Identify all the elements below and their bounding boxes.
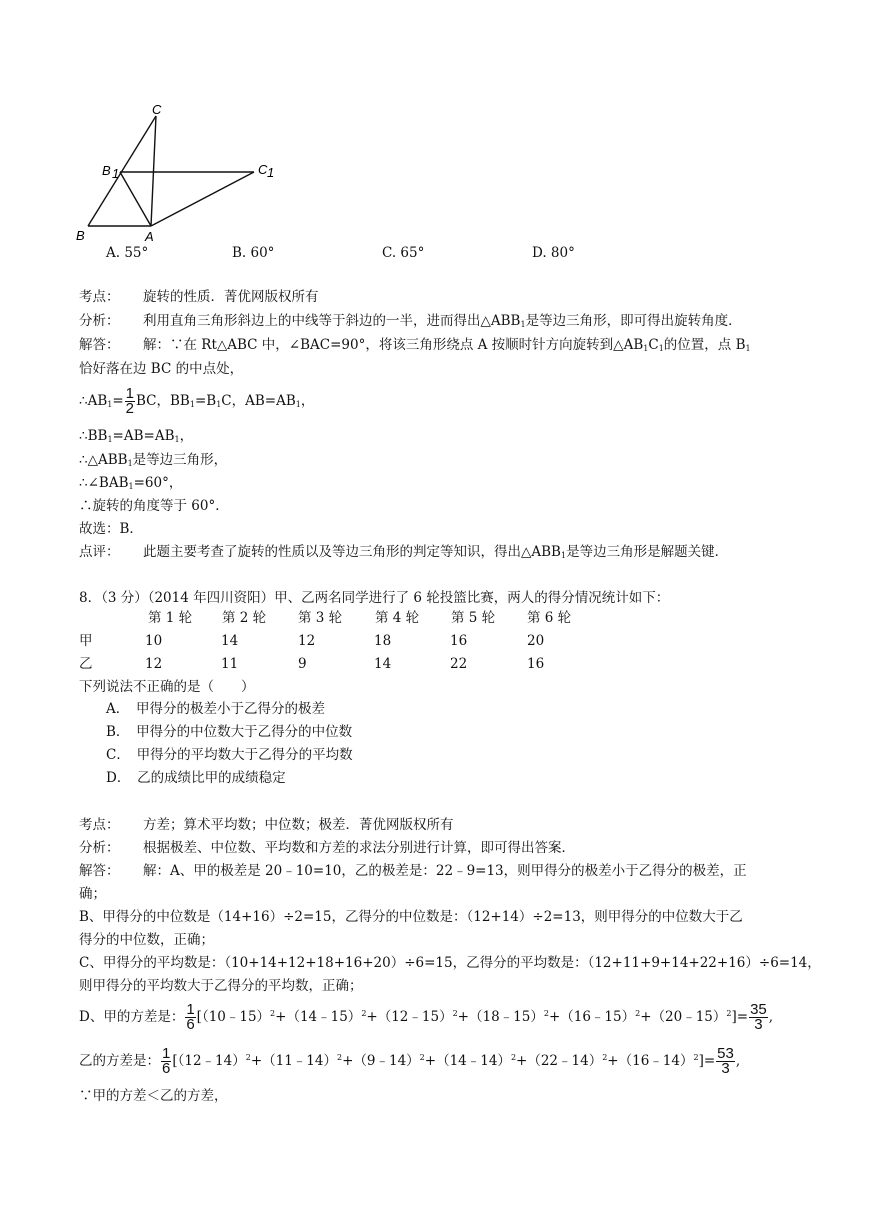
q8-c-line-1: C、甲得分的平均数是：（10+14+12+18+16+20）÷6=15，乙得分的平均数是：（12+11+9+14+22+16）÷6=14， [79,955,821,971]
table-header-2: 第 2 轮 [222,610,267,626]
fraction-one-half: $\frac{1}{2}$ [125,385,135,417]
label-B: B [76,228,85,243]
choice-b: B． 甲得分的中位数大于乙得分的中位数 [106,724,353,740]
solution-line-6: 故选：B． [79,521,143,537]
choice-a: A． 甲得分的极差小于乙得分的极差 [106,701,325,717]
table-cell: 20 [527,633,545,649]
table-header-6: 第 6 轮 [527,610,572,626]
jieda-line-2: 恰好落在边 BC 的中点处， [79,361,244,377]
solution-line-2: $\therefore BB_1=AB=AB_1$， [79,428,194,444]
variance-yi-line: 乙的方差是： $\frac{1}{6}$ [（12﹣14）$^2$+（11﹣14）$^2$+（9﹣14）$^2$+（14﹣14）$^2$+（22﹣14）$^2$+（16﹣14）$^2$]= $\frac{53}{3}$ , [79,1045,741,1077]
q8-kaodian-text: 方差；算术平均数；中位数；极差．菁优网版权所有 [143,817,454,833]
table-cell: 11 [221,656,239,672]
label-B1: B [102,163,111,178]
q8-b-line-2: 得分的中位数，正确； [79,932,214,948]
kaodian-label: 考点： [79,289,120,305]
table-cell: 22 [450,656,468,672]
solution-line-4: $\therefore\angle BAB_1=60^\circ$， [79,475,183,491]
fraction-one-sixth: $\frac{1}{6}$ [186,1001,195,1033]
table-cell: 10 [145,633,163,649]
q8-c-line-2: 则甲得分的平均数大于乙得分的平均数，正确； [79,978,363,994]
fraction-35-3: $\frac{35}{3}$ [750,1001,767,1033]
geometry-figure [72,100,292,254]
table-row-label-jia: 甲 [79,633,93,649]
table-header-5: 第 5 轮 [451,610,496,626]
solution-line-1: $\therefore AB_1=$ $\frac{1}{2}$ BC，$BB_1=B_1C$，$AB=AB_1$， [79,385,315,417]
table-cell: 14 [221,633,239,649]
jieda-label: 解答： [79,337,120,353]
jieda-line-1: 解：∵在 Rt△ABC 中，∠BAC=90°，将该三角形绕点 A 按顺时针方向旋转到$\triangle AB_1C_1$的位置，点 $B_1$ [143,337,751,353]
kaodian-text: 旋转的性质．菁优网版权所有 [143,289,319,305]
table-cell: 16 [527,656,545,672]
q8-last-line: ∵甲的方差＜乙的方差， [79,1088,228,1104]
fenxi-text: 利用直角三角形斜边上的中线等于斜边的一半，进而得出$\triangle ABB_1$是等边三角形，即可得出旋转角度． [143,313,742,329]
solution-line-3: $\therefore\triangle ABB_1$是等边三角形， [79,452,228,468]
segment-BC [88,116,156,226]
option-b: B. 60° [232,245,275,261]
variance-jia-line: D、甲的方差是： $\frac{1}{6}$ [（10﹣15）$^2$+（14﹣15）$^2$+（12﹣15）$^2$+（18﹣15）$^2$+（16﹣15）$^2$+（20﹣15）$^2$]= $\frac{35}{3}$ , [79,1001,774,1033]
q8-kaodian-label: 考点： [79,817,120,833]
table-row-label-yi: 乙 [79,656,93,672]
choice-c: C． 甲得分的平均数大于乙得分的平均数 [106,747,353,763]
segment-B1A [120,172,151,226]
label-C1-sub: 1 [267,165,275,180]
q8-b-line-1: B、甲得分的中位数是（14+16）÷2=15，乙得分的中位数是：（12+14）÷2=13，则甲得分的中位数大于乙 [79,909,743,925]
triangle-diagram [72,100,292,250]
q8-title: 8．（3 分）（2014 年四川资阳）甲、乙两名同学进行了 6 轮投篮比赛，两人的得分情况统计如下： [79,590,670,606]
q8-jieda-line-1: 解：A、甲的极差是 20﹣10=10，乙的极差是：22﹣9=13，则甲得分的极差小于乙得分的极差，正 [143,863,747,879]
q8-fenxi-label: 分析： [79,840,120,856]
table-header-4: 第 4 轮 [375,610,420,626]
q8-jieda-line-2: 确； [79,886,106,902]
fraction-one-sixth: $\frac{1}{6}$ [162,1045,171,1077]
label-B1-sub: 1 [112,166,120,181]
fraction-53-3: $\frac{53}{3}$ [717,1045,734,1077]
table-cell: 9 [298,656,307,672]
dianping-label: 点评： [79,544,120,560]
segment-AC1 [151,172,254,226]
solution-line-5: ∴旋转的角度等于 60°． [79,498,229,514]
label-C: C [152,102,162,117]
table-cell: 18 [374,633,392,649]
fenxi-label: 分析： [79,313,120,329]
segment-AC [151,116,156,226]
q8-question: 下列说法不正确的是（ ） [79,679,255,695]
label-C1: C [258,162,268,177]
table-cell: 14 [374,656,392,672]
q8-fenxi-text: 根据极差、中位数、平均数和方差的求法分别进行计算，即可得出答案． [143,840,575,856]
table-cell: 16 [450,633,468,649]
table-cell: 12 [145,656,163,672]
option-d: D. 80° [532,245,575,261]
option-a: A. 55° [106,245,149,261]
choice-d: D． 乙的成绩比甲的成绩稳定 [106,770,286,786]
option-c: C. 65° [382,245,425,261]
label-A: A [145,229,154,244]
dianping-text: 此题主要考查了旋转的性质以及等边三角形的判定等知识，得出$\triangle ABB_1$是等边三角形是解题关键． [143,544,729,560]
q8-jieda-label: 解答： [79,863,120,879]
table-cell: 12 [298,633,316,649]
table-header-3: 第 3 轮 [298,610,343,626]
table-header-1: 第 1 轮 [148,610,193,626]
